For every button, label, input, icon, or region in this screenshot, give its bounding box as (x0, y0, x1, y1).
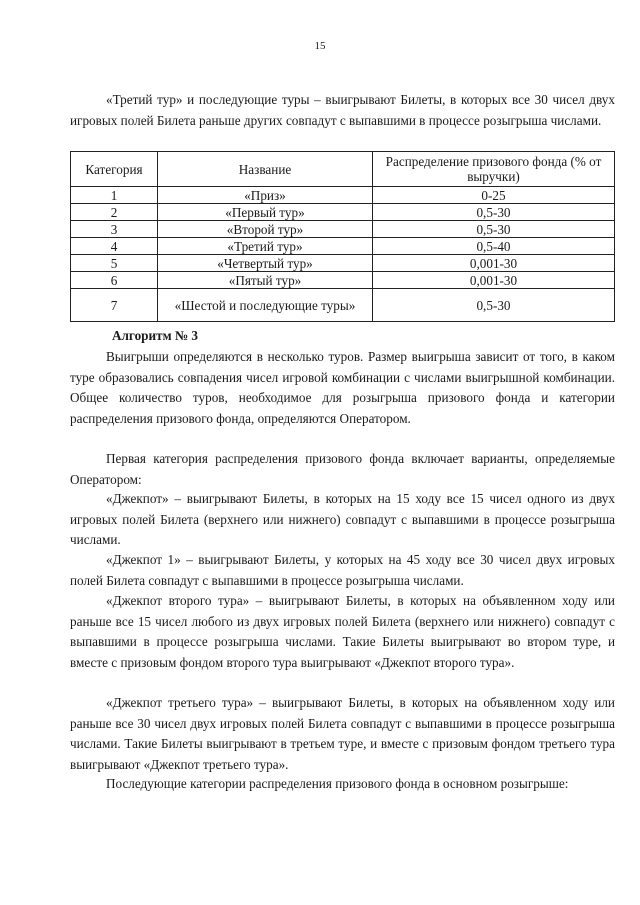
paragraph-jackpot-1: «Джекпот 1» – выигрывают Билеты, у которых на 45 ходу все 30 чисел двух игровых полей Билета совпадут с выпавшими в процессе розыгрыша числами. (70, 552, 615, 588)
cell-category: 5 (71, 255, 158, 272)
cell-distribution: 0,001-30 (373, 255, 615, 272)
cell-distribution: 0,5-30 (373, 221, 615, 238)
paragraph-jackpot-third-round: «Джекпот третьего тура» – выигрывают Билеты, в которых на объявленном ходу или раньше все 30 чисел двух игровых полей Билета совпадут с выпавшими в процессе розыгрыша числами. Такие Билеты выигрывают в третьем туре, и вместе с призовым фондом третьего тура выигрывают «Джекпот третьего тура». (70, 695, 615, 772)
cell-distribution: 0,001-30 (373, 272, 615, 289)
paragraph-first-category: Первая категория распределения призового фонда включает варианты, определяемые Оператором: (70, 451, 615, 487)
paragraph-turns: Выигрыши определяются в несколько туров. Размер выигрыша зависит от того, в каком туре образовались совпадения чисел игровой комбинации с числами выигрышной комбинации. Общее количество туров, необходимое для розыгрыша призового фонда и категории распределения призового фонда, определяются Оператором. (70, 349, 615, 426)
paragraph-subsequent-categories: Последующие категории распределения призового фонда в основном розыгрыше: (106, 776, 569, 791)
cell-name: «Третий тур» (158, 238, 373, 255)
paragraph-jackpot: «Джекпот» – выигрывают Билеты, в которых на 15 ходу все 15 чисел одного из двух игровых полей Билета (верхнего или нижнего) совпадут с выпавшими в процессе розыгрыша числами. (70, 491, 615, 547)
cell-name: «Пятый тур» (158, 272, 373, 289)
table-row (71, 272, 615, 289)
cell-name: «Приз» (158, 187, 373, 204)
cell-distribution: 0-25 (373, 187, 615, 204)
cell-category: 7 (71, 289, 158, 322)
table-row (71, 204, 615, 221)
cell-category: 1 (71, 187, 158, 204)
cell-name: «Четвертый тур» (158, 255, 373, 272)
table-row (71, 187, 615, 204)
table-row (71, 238, 615, 255)
table-row (71, 221, 615, 238)
cell-name: «Второй тур» (158, 221, 373, 238)
page-number: 15 (314, 40, 326, 52)
cell-distribution: 0,5-40 (373, 238, 615, 255)
table-row (71, 255, 615, 272)
cell-category: 4 (71, 238, 158, 255)
cell-distribution: 0,5-30 (373, 289, 615, 322)
header-name: Название (158, 152, 373, 187)
cell-category: 2 (71, 204, 158, 221)
header-category: Категория (71, 152, 158, 187)
cell-name: «Первый тур» (158, 204, 373, 221)
prize-distribution-table (70, 151, 615, 322)
algorithm-title: Алгоритм № 3 (112, 328, 199, 343)
header-distribution: Распределение призового фонда (% от выручки) (373, 152, 615, 187)
table-row (71, 289, 615, 322)
intro-paragraph: «Третий тур» и последующие туры – выигрывают Билеты, в которых все 30 чисел двух игровых полей Билета раньше других совпадут с выпавшими в процессе розыгрыша числами. (70, 92, 615, 128)
cell-name: «Шестой и последующие туры» (158, 289, 373, 322)
paragraph-jackpot-second-round: «Джекпот второго тура» – выигрывают Билеты, в которых на объявленном ходу или раньше все 15 чисел любого из двух игровых полей Билета (верхнего или нижнего) совпадут с выпавшими в процессе розыгрыша числами. Такие Билеты выигрывают во втором туре, и вместе с призовым фондом второго тура выигрывают «Джекпот второго тура». (70, 593, 615, 670)
cell-category: 6 (71, 272, 158, 289)
cell-category: 3 (71, 221, 158, 238)
cell-distribution: 0,5-30 (373, 204, 615, 221)
table-header-row (71, 152, 615, 187)
